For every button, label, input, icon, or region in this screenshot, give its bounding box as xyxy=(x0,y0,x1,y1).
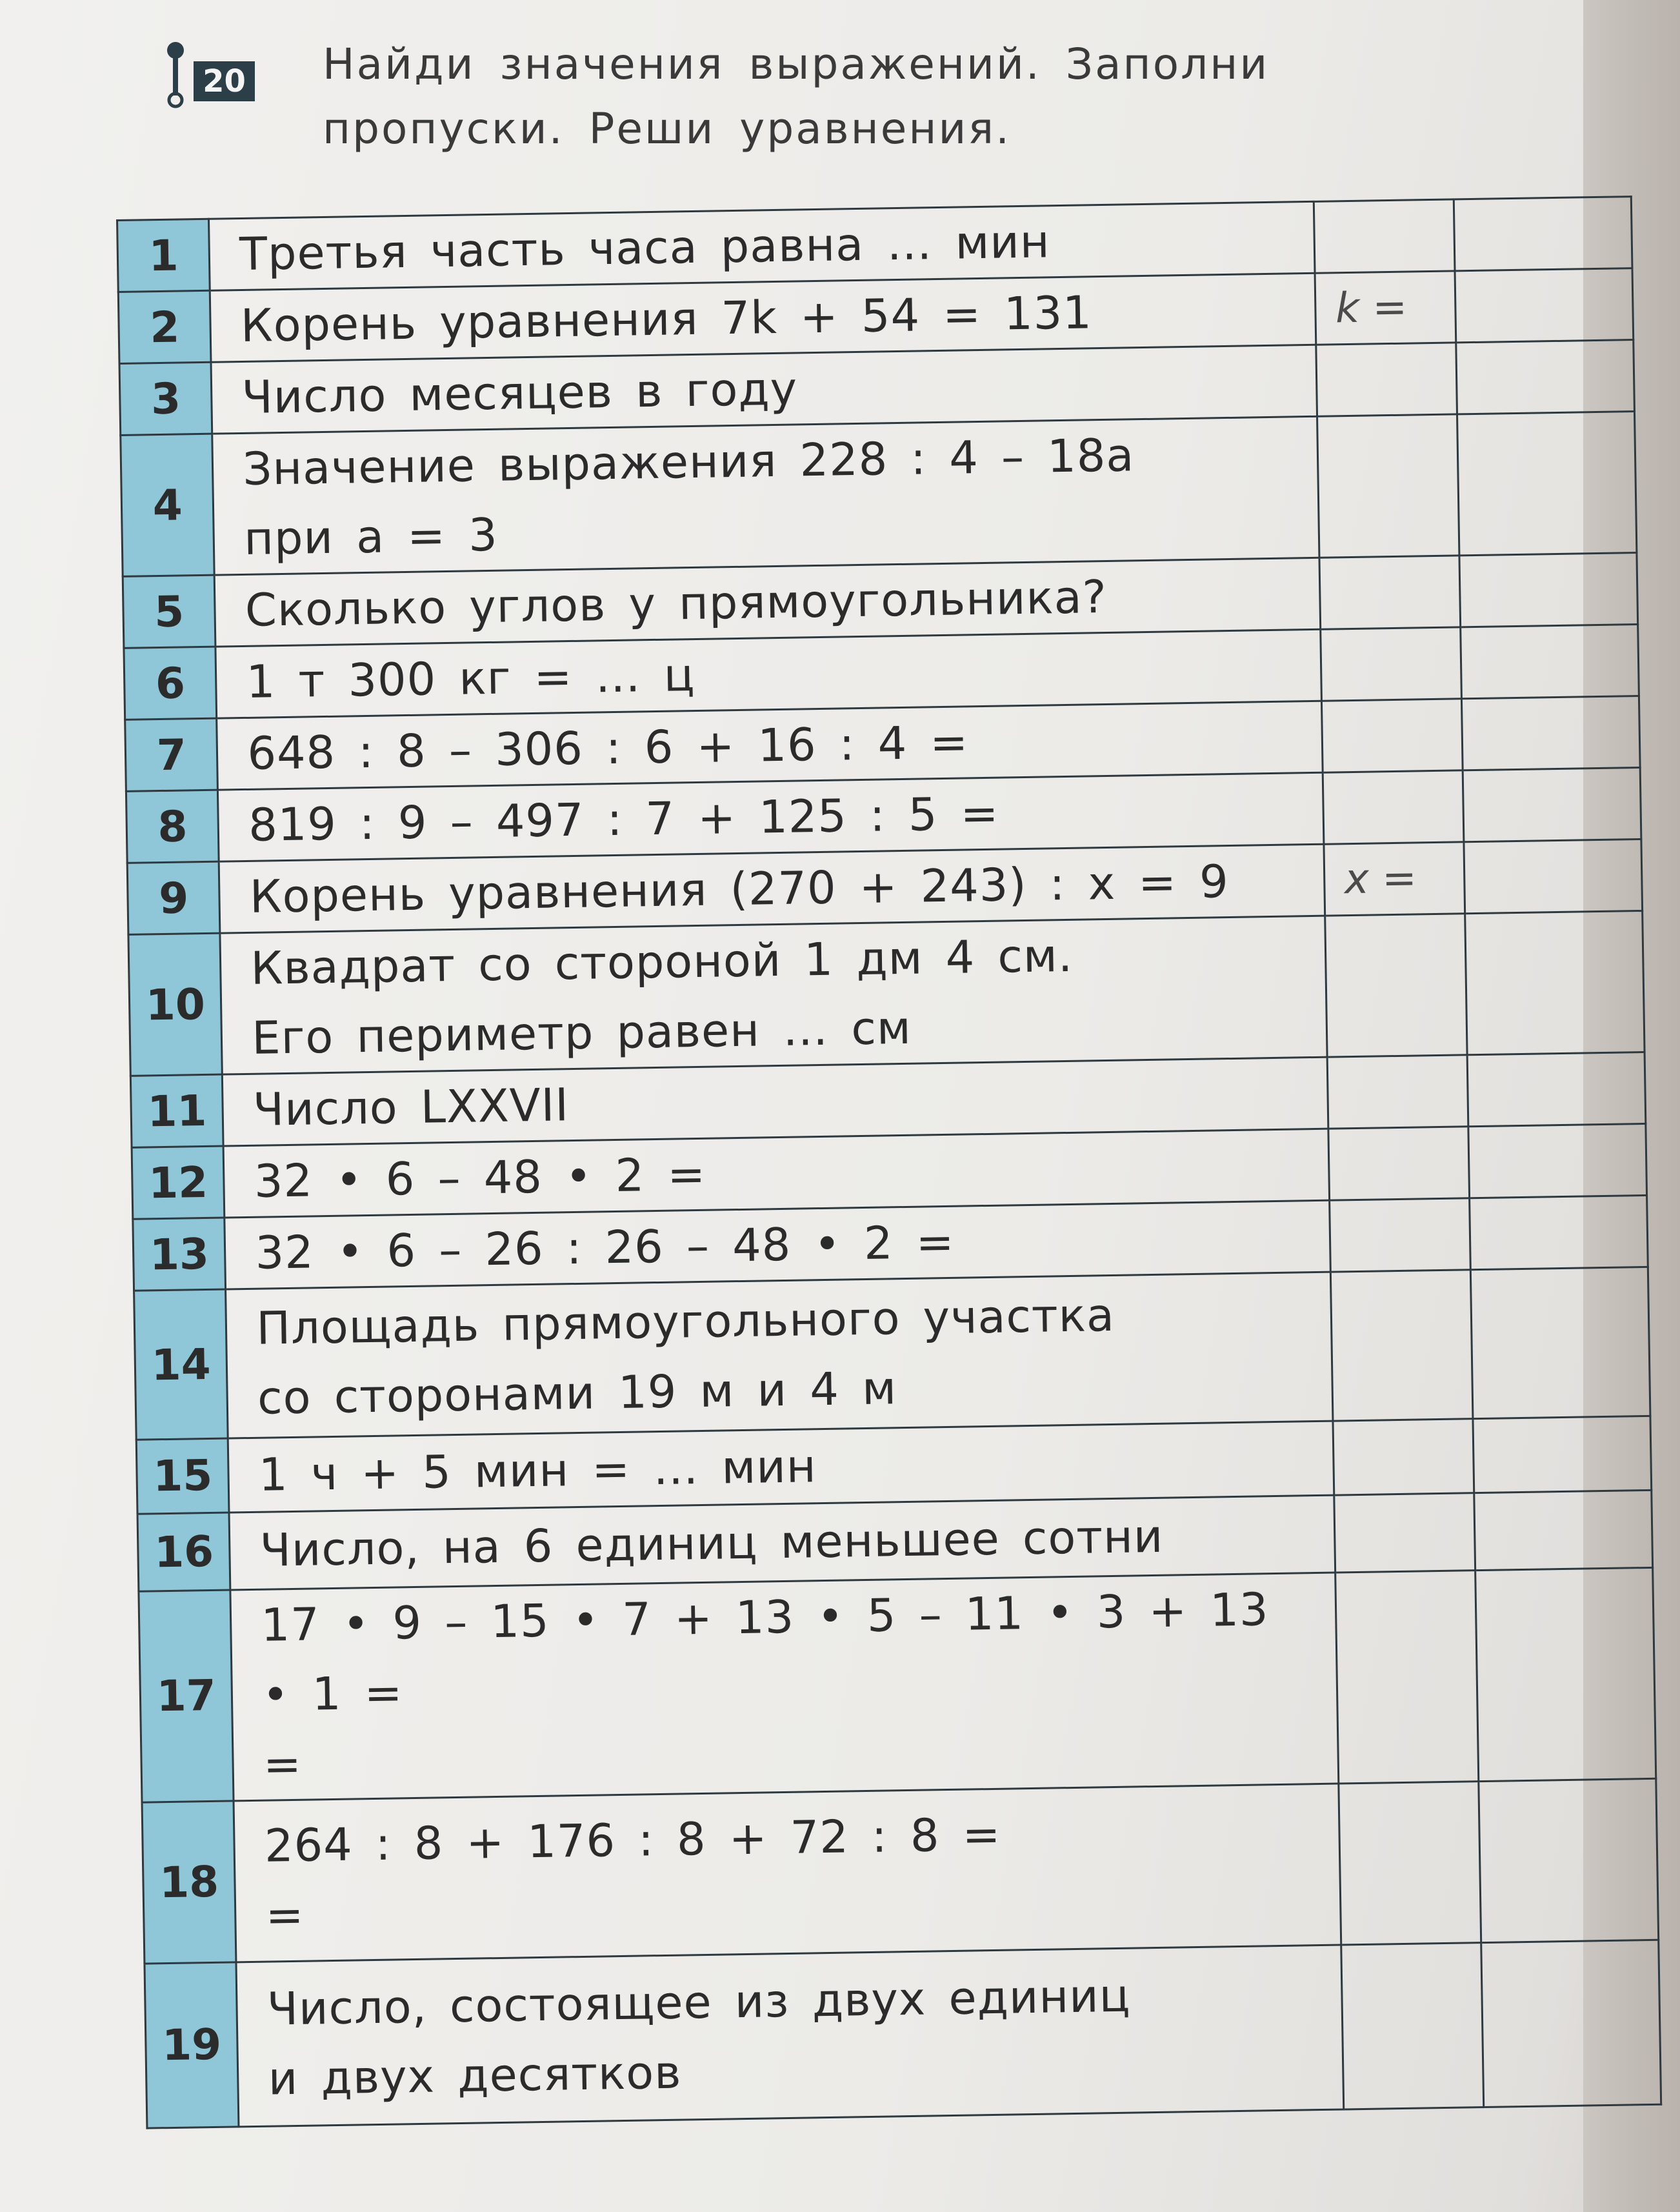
question-text: Значение выражения 228 : 4 – 18a xyxy=(242,428,1135,496)
question-text: Сколько углов у прямоугольника? xyxy=(245,570,1108,638)
question-text: Квадрат со стороной 1 дм 4 см. xyxy=(250,929,1074,996)
answer-cell[interactable] xyxy=(1325,914,1467,1057)
row-number: 10 xyxy=(128,933,223,1076)
question-text: 17 • 9 – 15 • 7 + 13 • 5 – 11 • 3 + 13 • 1 = xyxy=(261,1582,1270,1722)
row-number: 6 xyxy=(124,647,217,719)
row-number: 7 xyxy=(125,718,218,791)
row-number: 12 xyxy=(132,1146,225,1219)
question-text: 264 : 8 + 176 : 8 + 72 : 8 = xyxy=(264,1808,1001,1873)
blank-cell[interactable] xyxy=(1470,1196,1648,1270)
blank-cell[interactable] xyxy=(1465,911,1645,1055)
answer-cell[interactable] xyxy=(1314,199,1455,273)
answer-cell[interactable] xyxy=(1317,414,1459,558)
blank-cell[interactable] xyxy=(1473,1416,1651,1493)
answer-cell[interactable] xyxy=(1328,1127,1469,1200)
question-text: 1 ч + 5 мин = … мин xyxy=(258,1439,817,1502)
blank-cell[interactable] xyxy=(1463,768,1641,842)
blank-cell[interactable] xyxy=(1474,1490,1653,1570)
table-row xyxy=(128,911,1645,1076)
row-number: 17 xyxy=(139,1590,234,1802)
row-number: 13 xyxy=(133,1218,226,1291)
row-number: 5 xyxy=(123,575,215,648)
table-row xyxy=(134,1267,1650,1440)
blank-cell[interactable] xyxy=(1462,696,1640,770)
question-cell xyxy=(226,1272,1333,1438)
blank-cell[interactable] xyxy=(1461,625,1639,699)
exercise-table xyxy=(116,196,1662,2129)
answer-cell[interactable] xyxy=(1338,1781,1481,1944)
question-text: 32 • 6 – 48 • 2 = xyxy=(254,1148,706,1209)
question-cell xyxy=(230,1573,1338,1801)
exercise-instruction: Найди значения выражений. Заполни пропуски. Реши уравнения. xyxy=(323,39,1270,154)
answer-cell[interactable] xyxy=(1315,343,1457,416)
answer-cell[interactable] xyxy=(1320,627,1461,701)
exercise-number-badge: 20 xyxy=(194,61,255,101)
answer-cell[interactable]: k = xyxy=(1315,271,1456,345)
row-number: 19 xyxy=(145,1962,239,2128)
row-number: 14 xyxy=(134,1290,228,1440)
question-text: Число, на 6 единиц меньшее сотни xyxy=(259,1509,1164,1577)
exercise-table-wrapper xyxy=(116,196,1662,2129)
question-text: Корень уравнения (270 + 243) : x = 9 xyxy=(249,855,1230,924)
question-text: Его периметр равен … см xyxy=(251,1001,912,1065)
row-number: 3 xyxy=(119,362,212,435)
row-number: 18 xyxy=(142,1801,236,1964)
question-cell xyxy=(236,1945,1343,2127)
question-text: Корень уравнения 7k + 54 = 131 xyxy=(240,286,1093,353)
question-text: Число, состоящее из двух единиц xyxy=(266,1969,1131,2036)
question-text: 32 • 6 – 26 : 26 – 48 • 2 = xyxy=(254,1216,955,1280)
question-text: и двух десятков xyxy=(268,2046,682,2106)
question-text: 648 : 8 – 306 : 6 + 16 : 4 = xyxy=(246,716,969,781)
table-row xyxy=(145,1940,1661,2128)
row-number: 4 xyxy=(121,434,215,576)
blank-cell[interactable] xyxy=(1471,1267,1650,1418)
row-number: 2 xyxy=(118,290,211,363)
blank-cell[interactable] xyxy=(1459,553,1637,627)
question-cell xyxy=(212,416,1319,575)
question-cell xyxy=(220,916,1326,1075)
row-number: 9 xyxy=(127,861,220,934)
blank-cell[interactable] xyxy=(1475,1567,1656,1781)
question-text: Число месяцев в году xyxy=(241,362,798,425)
question-text: Число LXXVII xyxy=(252,1078,570,1137)
question-text: 1 т 300 кг = … ц xyxy=(246,649,696,709)
blank-cell[interactable] xyxy=(1455,268,1633,343)
answer-cell[interactable] xyxy=(1333,1418,1474,1494)
blank-cell[interactable] xyxy=(1464,840,1642,914)
blank-cell[interactable] xyxy=(1467,1052,1645,1127)
question-text: = xyxy=(263,1737,303,1791)
blank-cell[interactable] xyxy=(1468,1124,1646,1198)
table-row xyxy=(139,1567,1656,1802)
answer-cell[interactable]: x = xyxy=(1324,842,1465,916)
question-text: Площадь прямоугольного участка xyxy=(255,1288,1115,1355)
table-row xyxy=(142,1778,1659,1964)
answer-cell[interactable] xyxy=(1321,699,1463,772)
answer-cell[interactable] xyxy=(1334,1493,1475,1572)
row-number: 15 xyxy=(136,1438,229,1514)
blank-cell[interactable] xyxy=(1456,340,1634,414)
answer-cell[interactable] xyxy=(1335,1570,1479,1783)
blank-cell[interactable] xyxy=(1481,1940,1661,2107)
question-text: при a = 3 xyxy=(243,508,499,566)
answer-cell[interactable] xyxy=(1323,770,1464,844)
blank-cell[interactable] xyxy=(1457,412,1637,556)
table-row xyxy=(121,412,1637,577)
row-number: 16 xyxy=(137,1513,230,1591)
answer-cell[interactable] xyxy=(1341,1942,1484,2109)
question-text: со сторонами 19 м и 4 м xyxy=(257,1362,897,1425)
answer-cell[interactable] xyxy=(1330,1270,1473,1420)
row-number: 1 xyxy=(117,219,210,292)
answer-cell[interactable] xyxy=(1319,556,1461,629)
answer-cell[interactable] xyxy=(1327,1055,1468,1129)
question-text: Третья часть часа равна … мин xyxy=(239,215,1051,281)
row-number: 11 xyxy=(130,1074,223,1147)
blank-cell[interactable] xyxy=(1479,1778,1659,1942)
question-text: = xyxy=(265,1888,305,1942)
blank-cell[interactable] xyxy=(1454,197,1632,271)
answer-cell[interactable] xyxy=(1329,1198,1470,1272)
row-number: 8 xyxy=(126,790,219,863)
question-cell xyxy=(234,1784,1341,1962)
key-icon xyxy=(161,39,194,110)
question-text: 819 : 9 – 497 : 7 + 125 : 5 = xyxy=(248,787,999,852)
